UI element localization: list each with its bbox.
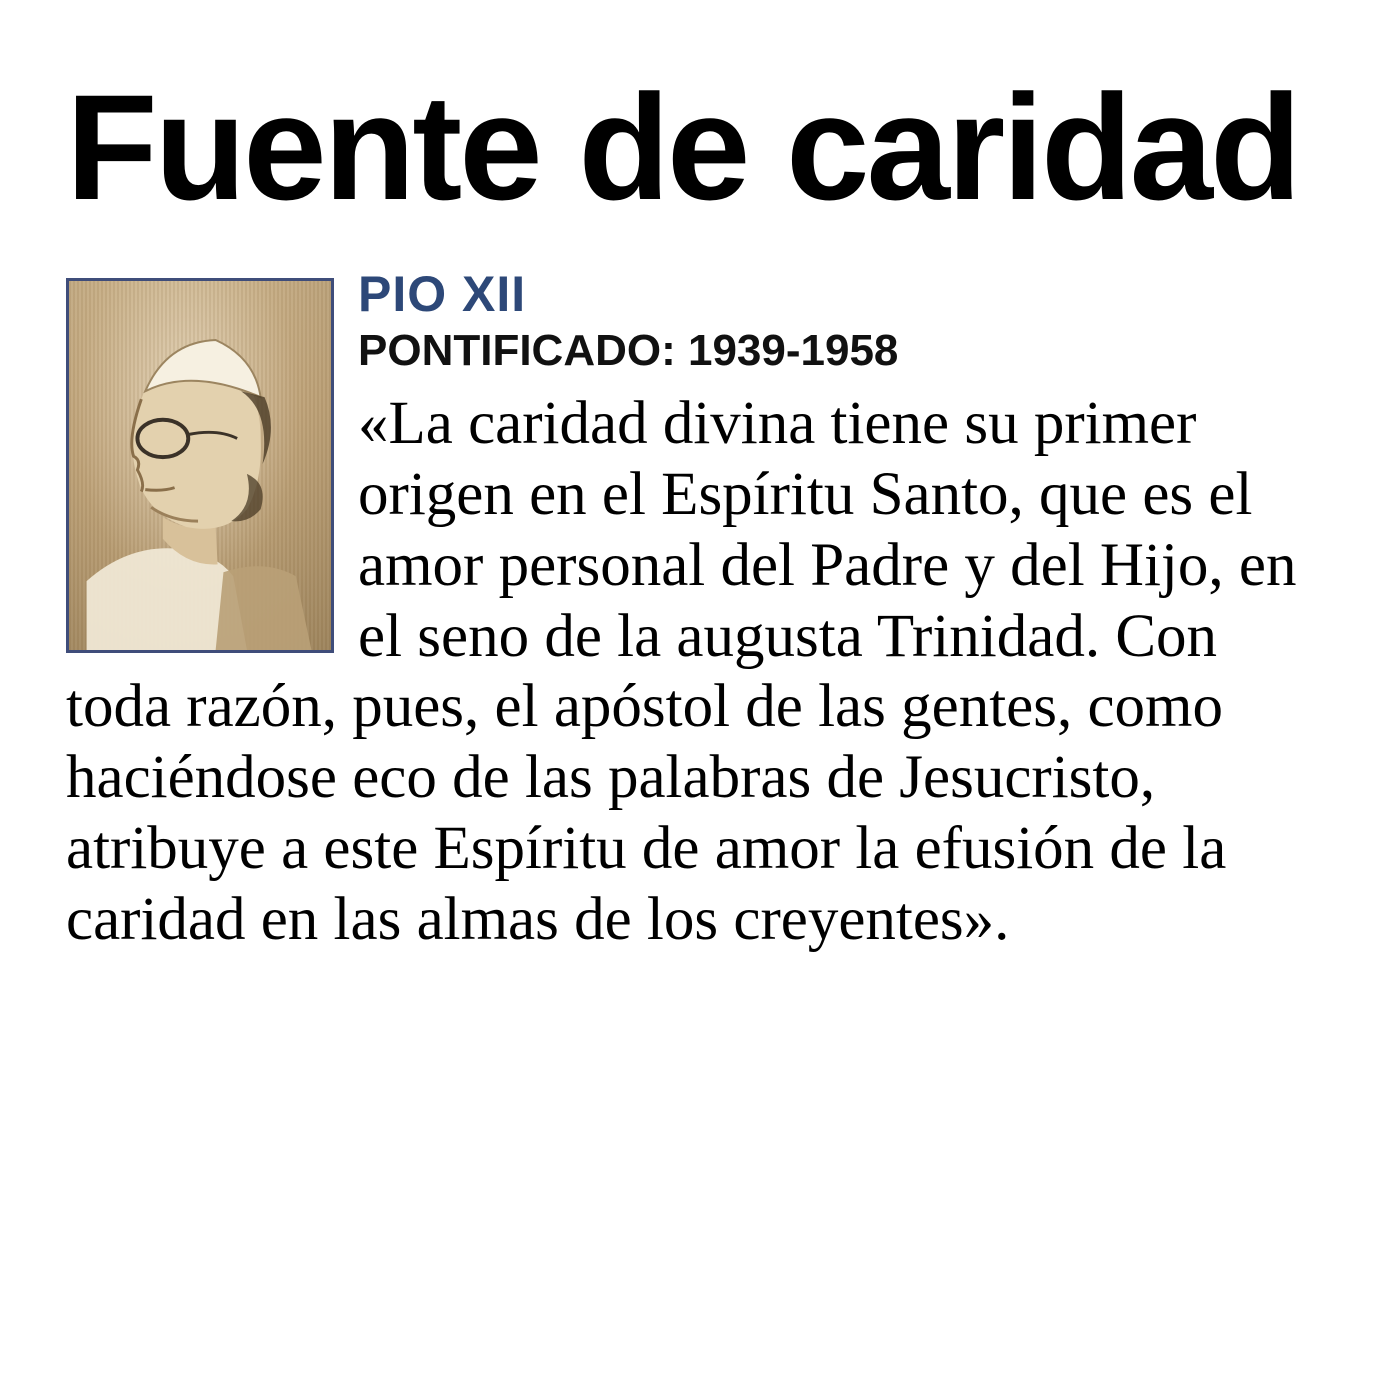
page-title: Fuente de caridad	[66, 63, 1299, 231]
pontificate-label: PONTIFICADO: 1939-1958	[358, 326, 899, 375]
portrait-image	[66, 278, 334, 653]
quote-text: «La caridad divina tiene su primer origen en el Espíritu Santo, que es el amor personal del Padre y del Hijo, en el seno de la augusta Trinidad. Con toda razón, pues, el apóstol de las gentes, como haciéndose eco de las palabras de Jesucristo, atribuye a este Espíritu de amor la efusión de la caridad en las almas de los creyentes».	[66, 390, 1297, 953]
pope-name: PIO XII	[358, 266, 527, 322]
article-body	[66, 266, 1332, 955]
